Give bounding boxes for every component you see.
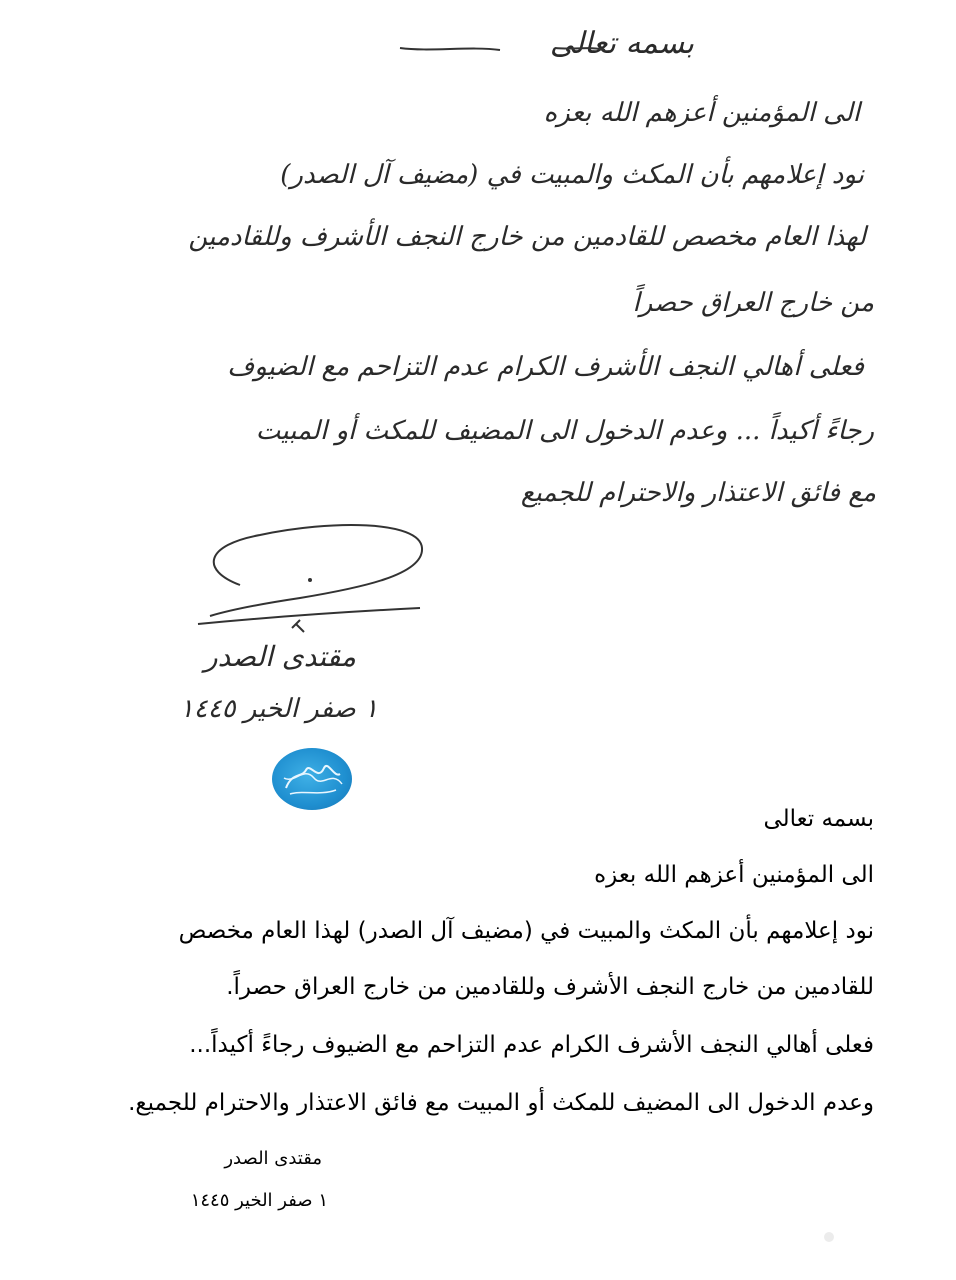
typed-line-1: نود إعلامهم بأن المكث والمبيت في (مضيف آل الصدر) لهذا العام مخصص bbox=[178, 918, 874, 944]
typed-signature-name: مقتدى الصدر bbox=[224, 1148, 322, 1169]
typed-heading: بسمه تعالى bbox=[763, 806, 874, 832]
handwritten-heading: بسمه تعالى bbox=[549, 26, 694, 61]
scan-dot bbox=[824, 1232, 834, 1242]
handwritten-signature-name: مقتدى الصدر bbox=[204, 640, 356, 673]
typed-salutation: الى المؤمنين أعزهم الله بعزه bbox=[594, 862, 874, 888]
typed-signature-date: ١ صفر الخير ١٤٤٥ bbox=[190, 1190, 328, 1211]
handwritten-line-3: من خارج العراق حصراً bbox=[632, 288, 874, 318]
handwritten-line-4: فعلى أهالي النجف الأشرف الكرام عدم التزاحم مع الضيوف bbox=[227, 352, 864, 382]
typed-line-2: للقادمين من خارج النجف الأشرف وللقادمين من خارج العراق حصراً. bbox=[226, 974, 874, 1000]
typed-line-4: وعدم الدخول الى المضيف للمكث أو المبيت مع فائق الاعتذار والاحترام للجميع. bbox=[128, 1090, 874, 1116]
typed-line-3: فعلى أهالي النجف الأشرف الكرام عدم التزاحم مع الضيوف رجاءً أكيداً... bbox=[189, 1032, 874, 1058]
handwritten-line-2: لهذا العام مخصص للقادمين من خارج النجف الأشرف وللقادمين bbox=[188, 222, 866, 252]
handwritten-line-1: نود إعلامهم بأن المكث والمبيت في (مضيف آل الصدر) bbox=[280, 160, 864, 190]
handwritten-salutation: الى المؤمنين أعزهم الله بعزه bbox=[543, 98, 860, 128]
handwritten-line-5: رجاءً أكيداً ... وعدم الدخول الى المضيف للمكث أو المبيت bbox=[255, 416, 874, 446]
handwritten-signature-date: ١ صفر الخير ١٤٤٥ bbox=[179, 694, 378, 724]
handwritten-line-6: مع فائق الاعتذار والاحترام للجميع bbox=[520, 478, 876, 508]
